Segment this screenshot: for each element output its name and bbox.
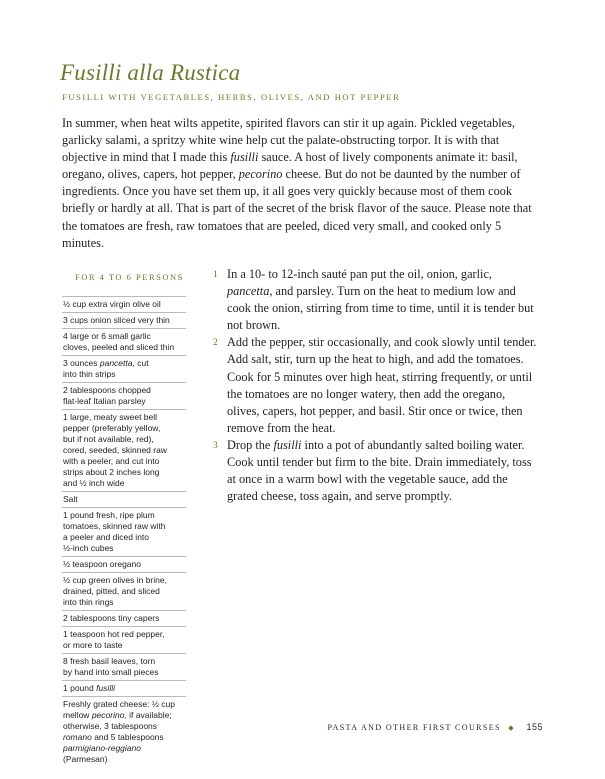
intro-text: sauce. A host of lively components animate it: basil, oregano, olives, capers, hot pepper, — [62, 150, 518, 182]
ingredient-item — [62, 328, 186, 355]
ingredient-text: Salt — [63, 494, 78, 504]
step-text: Drop the — [227, 437, 274, 452]
ingredient-text: 1 teaspoon hot red pepper, or more to taste — [63, 629, 165, 650]
ingredient-text: (Parmesan) — [63, 754, 108, 764]
ingredient-text: pancetta, — [99, 358, 135, 368]
ingredient-item — [62, 312, 186, 328]
ingredient-item — [62, 653, 186, 680]
ingredient-item — [62, 355, 186, 382]
step-text: In a 10- to 12-inch sauté pan put the oil, onion, garlic, — [227, 267, 493, 281]
step-number: 2 — [213, 338, 218, 349]
page-footer — [328, 722, 543, 732]
ingredient-text: ½ cup green olives in brine, drained, pitted, and sliced into thin rings — [63, 575, 167, 607]
ingredient-item — [62, 626, 186, 653]
intro-text: pecorino — [238, 167, 283, 182]
ingredient-item — [62, 556, 186, 572]
ingredient-text: 3 ounces — [63, 358, 100, 368]
step-number: 1 — [213, 270, 218, 280]
step-text: into a pot of abundantly salted boiling water. Cook until tender but firm to the bite. Drain immediately, toss at once in a warm bowl with the vegetable sauce, add the grated cheese, toss again, and serve promptly. — [227, 437, 532, 504]
ingredient-item — [62, 507, 186, 556]
ingredient-text: 1 large, meaty sweet bell pepper (preferably yellow, but if not available, red), cored, seeded, skinned raw with a peeler, and cut into strips about 2 inches long and ½ inch wide — [63, 412, 167, 488]
method-step — [213, 437, 538, 505]
intro-text: cheese. But do not be daunted by the number of ingredients. Once you have set them up, it all goes very quickly because most of them cook briefly or hardly at all. That is part of the secret of the brisk flavor of the sauce. Please note that the tomatoes are fresh, raw tomatoes that are peeled, diced very small, and cooked only 5 minutes. — [62, 167, 532, 250]
ingredient-item — [62, 572, 186, 610]
step-text: fusilli — [273, 437, 302, 452]
ingredient-item — [62, 610, 186, 626]
method-step — [213, 334, 538, 437]
ingredient-text: 1 pound fresh, ripe plum tomatoes, skinned raw with a peeler and diced into ½-inch cubes — [63, 510, 166, 553]
ingredient-text: 2 tablespoons chopped flat-leaf Italian parsley — [63, 385, 151, 406]
ingredient-text: 8 fresh basil leaves, torn by hand into small pieces — [63, 656, 159, 677]
ingredient-text: ½ teaspoon oregano — [63, 559, 141, 569]
footer-section-title: PASTA AND OTHER FIRST COURSES — [327, 723, 501, 732]
intro-paragraph — [62, 115, 537, 252]
ingredient-text: and 5 tablespoons — [94, 732, 164, 742]
ingredient-text: 2 tablespoons tiny capers — [63, 613, 160, 623]
ingredient-item — [62, 296, 186, 312]
ingredient-list — [62, 296, 186, 767]
ingredient-text: 1 pound — [63, 683, 97, 693]
ingredient-text: pecorino, — [91, 710, 127, 720]
footer-separator-icon: ◆ — [508, 724, 516, 732]
method-steps — [213, 266, 538, 505]
ingredient-text: Freshly grated cheese: ½ cup mellow — [63, 699, 175, 720]
serves-label: FOR 4 TO 6 PERSONS — [75, 272, 184, 282]
ingredient-text: cut into thin strips — [63, 358, 149, 379]
step-text: pancetta, — [227, 284, 273, 299]
ingredient-text: if available; otherwise, 3 tablespoons — [63, 710, 172, 731]
ingredient-text: 3 cups onion sliced very thin — [63, 315, 170, 325]
ingredient-text: romano — [63, 732, 92, 742]
intro-text: fusilli — [230, 150, 259, 165]
recipe-title: Fusilli alla Rustica — [60, 60, 241, 85]
ingredient-item — [62, 382, 186, 409]
ingredient-text: parmigiano-reggiano — [63, 743, 141, 753]
ingredient-text: fusilli — [96, 683, 115, 693]
ingredient-text: 4 large or 6 small garlic cloves, peeled and sliced thin — [63, 331, 175, 352]
page-number: 155 — [526, 722, 543, 732]
step-number: 3 — [213, 440, 218, 451]
ingredient-item — [62, 491, 186, 507]
method-step — [213, 266, 538, 334]
step-text: Add the pepper, stir occasionally, and cook slowly until tender. Add salt, stir, turn up the heat to high, and add the tomatoes. Cook for 5 minutes over high heat, stirring frequently, or until the tomatoes are no longer watery, then add the oregano, olives, capers, hot pepper, and basil. Stir once or twice, then remove from the heat. — [227, 335, 537, 435]
ingredient-item — [62, 409, 186, 491]
step-text: and parsley. Turn on the heat to medium low and cook the onion, stirring from time to time, until it is tender but not brown. — [227, 284, 534, 333]
intro-text: In summer, when heat wilts appetite, spirited flavors can stir it up again. Pickled vegetables, garlicky salami, a spritzy white wine help cut the palate-obstructing torpor. It is with that objective in mind that I made this — [62, 116, 516, 165]
recipe-subtitle: FUSILLI WITH VEGETABLES, HERBS, OLIVES, AND HOT PEPPER — [62, 92, 401, 102]
ingredient-item — [62, 696, 186, 767]
ingredient-text: ½ cup extra virgin olive oil — [63, 299, 161, 309]
ingredient-item — [62, 680, 186, 696]
